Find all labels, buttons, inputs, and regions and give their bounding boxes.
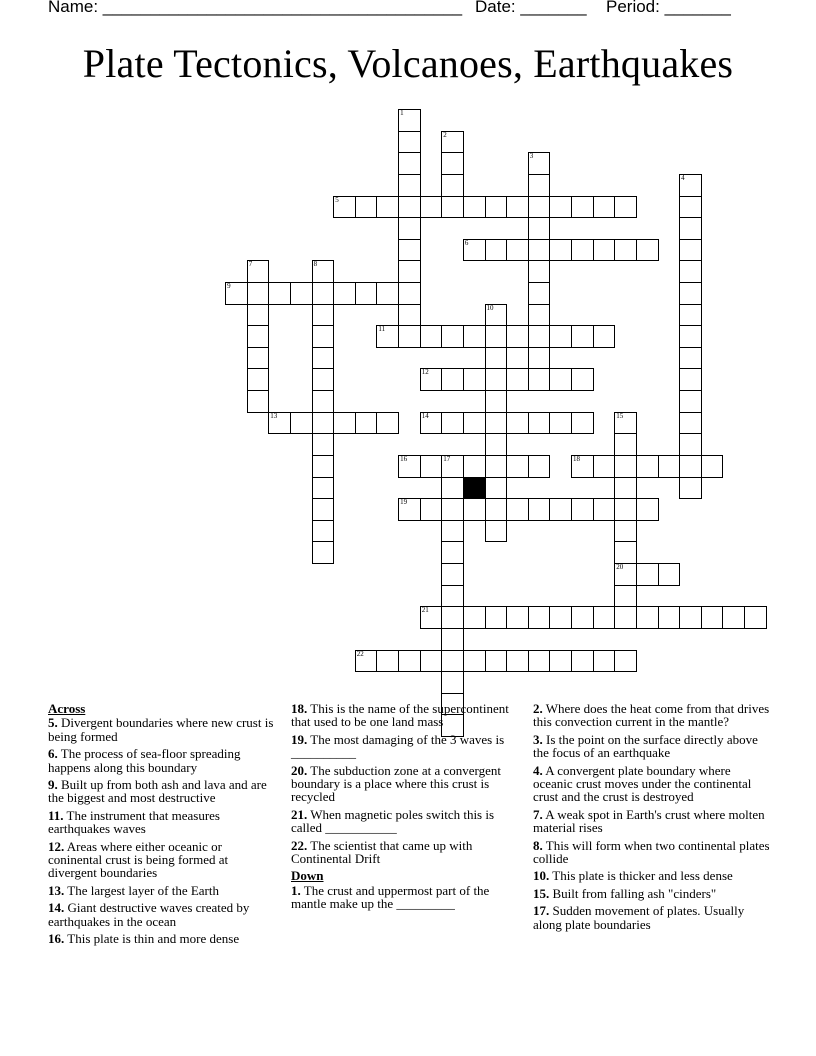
- grid-cell[interactable]: [528, 152, 551, 175]
- grid-cell[interactable]: [463, 498, 486, 521]
- period-field[interactable]: Period: _______: [606, 0, 731, 16]
- grid-cell[interactable]: [679, 390, 702, 413]
- grid-cell[interactable]: [614, 520, 637, 543]
- grid-cell[interactable]: [312, 477, 335, 500]
- grid-cell[interactable]: [398, 109, 421, 132]
- grid-cell[interactable]: [679, 606, 702, 629]
- grid-cell[interactable]: [290, 282, 313, 305]
- across-clue: [48, 747, 276, 774]
- grid-cell[interactable]: [571, 455, 594, 478]
- grid-cell[interactable]: [485, 433, 508, 456]
- grid-cell[interactable]: [593, 239, 616, 262]
- grid-cell[interactable]: [441, 606, 464, 629]
- clue-number-label: 7.: [533, 806, 543, 822]
- clue-number: 10: [486, 303, 494, 312]
- clue-number: 2: [443, 130, 447, 139]
- grid-cell[interactable]: [398, 325, 421, 348]
- clue-number-label: 2.: [533, 701, 543, 716]
- across-clue: [48, 809, 276, 836]
- grid-cell[interactable]: [398, 217, 421, 240]
- grid-cell[interactable]: [614, 455, 637, 478]
- grid-cell[interactable]: [398, 498, 421, 521]
- down-clue-list-continued: [533, 702, 773, 931]
- clue-number: 6: [464, 238, 469, 247]
- grid-cell[interactable]: [614, 477, 637, 500]
- clue-text: Giant destructive waves created by earthquakes in the ocean: [48, 900, 250, 929]
- grid-cell[interactable]: [636, 498, 659, 521]
- grid-cell[interactable]: [506, 650, 529, 673]
- grid-cell[interactable]: [312, 412, 335, 435]
- grid-cell[interactable]: [312, 498, 335, 521]
- clue-number-label: 22.: [291, 837, 308, 853]
- across-clue-list-continued: [291, 702, 525, 865]
- clue-text: A weak spot in Earth's crust where molten material rises: [533, 806, 765, 836]
- clue-number: 5: [335, 195, 339, 204]
- grid-cell[interactable]: [376, 282, 399, 305]
- down-clue: [291, 884, 525, 911]
- across-clue: [291, 733, 525, 760]
- grid-cell[interactable]: [463, 239, 486, 262]
- down-clue: [533, 764, 773, 804]
- grid-cell[interactable]: [614, 585, 637, 608]
- grid-cell[interactable]: [485, 606, 508, 629]
- clue-number: 4: [681, 173, 685, 182]
- grid-cell[interactable]: [441, 368, 464, 391]
- grid-cell[interactable]: [614, 196, 637, 219]
- grid-cell[interactable]: [528, 606, 551, 629]
- grid-cell[interactable]: [485, 520, 508, 543]
- grid-cell[interactable]: [441, 628, 464, 651]
- clue-number-label: 3.: [533, 731, 543, 747]
- grid-cell[interactable]: [398, 455, 421, 478]
- grid-cell[interactable]: [528, 347, 551, 370]
- grid-cell[interactable]: [398, 304, 421, 327]
- grid-cell[interactable]: [312, 520, 335, 543]
- grid-cell[interactable]: [441, 650, 464, 673]
- grid-cell[interactable]: [485, 498, 508, 521]
- grid-cell[interactable]: [441, 563, 464, 586]
- clue-number: 15: [616, 411, 624, 420]
- grid-cell[interactable]: [614, 433, 637, 456]
- grid-cell[interactable]: [225, 282, 248, 305]
- clue-number-label: 13.: [48, 882, 65, 898]
- clue-number: 20: [616, 563, 624, 571]
- grid-cell[interactable]: [376, 650, 399, 673]
- grid-cell[interactable]: [636, 239, 659, 262]
- grid-cell[interactable]: [355, 282, 378, 305]
- grid-cell[interactable]: [593, 455, 616, 478]
- grid-cell[interactable]: [528, 304, 551, 327]
- down-clue-list: [291, 884, 525, 911]
- grid-cell[interactable]: [485, 196, 508, 219]
- grid-cell[interactable]: [312, 304, 335, 327]
- across-clue: [48, 716, 276, 743]
- grid-cell[interactable]: [398, 239, 421, 262]
- down-heading: Down: [291, 868, 324, 884]
- grid-cell[interactable]: [593, 650, 616, 673]
- grid-cell[interactable]: [247, 325, 270, 348]
- grid-cell[interactable]: [312, 455, 335, 478]
- clue-text: Areas where either oceanic or coninental crust is being formed at divergent boundaries: [48, 838, 229, 881]
- grid-cell[interactable]: [679, 196, 702, 219]
- clue-number-label: 19.: [291, 731, 308, 747]
- grid-cell[interactable]: [268, 282, 291, 305]
- down-clue: [533, 904, 773, 931]
- grid-cell[interactable]: [420, 325, 443, 348]
- grid-cell[interactable]: [441, 477, 464, 500]
- grid-cell[interactable]: [614, 650, 637, 673]
- grid-cell[interactable]: [441, 498, 464, 521]
- grid-cell[interactable]: [528, 498, 551, 521]
- down-clue: [533, 887, 773, 900]
- grid-cell[interactable]: [355, 412, 378, 435]
- grid-cell[interactable]: [247, 390, 270, 413]
- clue-text: This will form when two continental plates collide: [533, 837, 770, 867]
- grid-cell[interactable]: [485, 650, 508, 673]
- grid-cell[interactable]: [312, 325, 335, 348]
- grid-cell[interactable]: [701, 606, 724, 629]
- grid-cell[interactable]: [571, 368, 594, 391]
- grid-cell[interactable]: [247, 304, 270, 327]
- down-clue: [533, 869, 773, 882]
- across-clue: [48, 778, 276, 805]
- clue-number-label: 1.: [291, 882, 301, 898]
- down-clue: [533, 839, 773, 866]
- grid-cell[interactable]: [463, 455, 486, 478]
- clue-number: 1: [400, 109, 404, 117]
- clue-text: The most damaging of the 3 waves is __________: [291, 731, 505, 761]
- grid-cell[interactable]: [614, 541, 637, 564]
- grid-cell[interactable]: [679, 282, 702, 305]
- clue-number-label: 21.: [291, 806, 308, 822]
- grid-cell[interactable]: [398, 131, 421, 154]
- grid-cell[interactable]: [571, 606, 594, 629]
- grid-cell[interactable]: [312, 347, 335, 370]
- grid-cell[interactable]: [679, 239, 702, 262]
- clue-text: The scientist that came up with Continental Drift: [291, 837, 473, 867]
- grid-cell[interactable]: [485, 304, 508, 327]
- grid-cell[interactable]: [528, 455, 551, 478]
- grid-cell[interactable]: [268, 412, 291, 435]
- grid-cell[interactable]: [441, 196, 464, 219]
- clue-number: 9: [227, 282, 231, 290]
- clue-number-label: 16.: [48, 931, 65, 947]
- grid-cell[interactable]: [679, 412, 702, 435]
- down-clue: [533, 733, 773, 760]
- across-clue: [48, 901, 276, 928]
- clues-column-3: [533, 702, 773, 935]
- grid-cell[interactable]: [701, 455, 724, 478]
- grid-cell[interactable]: [312, 541, 335, 564]
- grid-cell[interactable]: [485, 325, 508, 348]
- grid-cell[interactable]: [679, 260, 702, 283]
- grid-cell[interactable]: [506, 498, 529, 521]
- grid-cell[interactable]: [614, 239, 637, 262]
- grid-cell[interactable]: [549, 606, 572, 629]
- grid-cell[interactable]: [528, 196, 551, 219]
- grid-cell[interactable]: [247, 368, 270, 391]
- grid-cell[interactable]: [333, 412, 356, 435]
- clue-number: 7: [248, 260, 253, 269]
- clue-number-label: 9.: [48, 777, 58, 793]
- grid-cell[interactable]: [398, 174, 421, 197]
- grid-cell[interactable]: [679, 304, 702, 327]
- clue-number: 11: [378, 325, 386, 334]
- grid-cell[interactable]: [290, 412, 313, 435]
- grid-cell[interactable]: [376, 412, 399, 435]
- across-heading: Across: [48, 701, 86, 716]
- grid-cell[interactable]: [571, 412, 594, 435]
- clue-text: The subduction zone at a convergent boundary is a place where this crust is recycled: [291, 762, 501, 805]
- grid-cell[interactable]: [247, 260, 270, 283]
- grid-cell[interactable]: [528, 217, 551, 240]
- clue-number-label: 18.: [291, 701, 308, 716]
- grid-cell[interactable]: [571, 325, 594, 348]
- grid-cell[interactable]: [485, 368, 508, 391]
- clue-number-label: 15.: [533, 885, 550, 901]
- grid-cell[interactable]: [420, 650, 443, 673]
- grid-cell[interactable]: [593, 606, 616, 629]
- grid-cell[interactable]: [528, 368, 551, 391]
- grid-cell[interactable]: [376, 196, 399, 219]
- clue-text: The largest layer of the Earth: [64, 882, 219, 898]
- grid-cell[interactable]: [441, 455, 464, 478]
- clues-column-2: [291, 702, 525, 915]
- grid-cell[interactable]: [441, 671, 464, 694]
- grid-cell[interactable]: [398, 260, 421, 283]
- clues-column-1: [48, 702, 276, 950]
- clue-number: 18: [573, 454, 580, 463]
- grid-cell[interactable]: [463, 650, 486, 673]
- grid-cell[interactable]: [744, 606, 767, 629]
- grid-cell[interactable]: [398, 152, 421, 175]
- clue-number: 16: [400, 454, 408, 463]
- grid-cell[interactable]: [463, 368, 486, 391]
- clue-text: Built from falling ash "cinders": [549, 885, 717, 901]
- grid-cell[interactable]: [420, 196, 443, 219]
- grid-cell[interactable]: [549, 650, 572, 673]
- date-field[interactable]: Date: _______: [475, 0, 587, 16]
- clue-text: This plate is thin and more dense: [64, 931, 240, 947]
- clue-number: 3: [529, 152, 534, 161]
- grid-cell[interactable]: [506, 325, 529, 348]
- grid-cell[interactable]: [485, 412, 508, 435]
- grid-cell[interactable]: [528, 260, 551, 283]
- grid-cell[interactable]: [549, 412, 572, 435]
- grid-cell[interactable]: [528, 174, 551, 197]
- clue-number: 17: [443, 454, 451, 463]
- grid-cell[interactable]: [679, 174, 702, 197]
- grid-cell[interactable]: [312, 433, 335, 456]
- grid-cell[interactable]: [614, 498, 637, 521]
- grid-cell[interactable]: [485, 239, 508, 262]
- grid-cell[interactable]: [614, 412, 637, 435]
- clue-text: The crust and uppermost part of the mantle make up the _________: [291, 882, 490, 912]
- clue-number-label: 11.: [48, 807, 64, 823]
- grid-cell[interactable]: [549, 196, 572, 219]
- grid-cell[interactable]: [312, 282, 335, 305]
- grid-cell[interactable]: [441, 325, 464, 348]
- down-clue: [533, 702, 773, 729]
- across-clue: [48, 884, 276, 897]
- clue-text: Built up from both ash and lava and are the biggest and most destructive: [48, 777, 267, 806]
- grid-cell[interactable]: [679, 477, 702, 500]
- grid-cell[interactable]: [679, 433, 702, 456]
- grid-cell[interactable]: [614, 563, 637, 586]
- grid-cell[interactable]: [528, 239, 551, 262]
- grid-cell[interactable]: [593, 196, 616, 219]
- grid-cell[interactable]: [528, 650, 551, 673]
- across-clue: [291, 839, 525, 866]
- grid-cell[interactable]: [679, 347, 702, 370]
- grid-cell[interactable]: [312, 368, 335, 391]
- grid-cell[interactable]: [441, 520, 464, 543]
- across-clue: [291, 808, 525, 835]
- grid-cell[interactable]: [441, 131, 464, 154]
- grid-cell[interactable]: [420, 498, 443, 521]
- grid-cell[interactable]: [679, 368, 702, 391]
- clue-number: 22: [356, 649, 364, 658]
- name-field[interactable]: Name: ______________________________________: [48, 0, 463, 16]
- grid-cell[interactable]: [312, 260, 335, 283]
- clue-text: The process of sea-floor spreading happens along this boundary: [48, 746, 241, 775]
- grid-cell[interactable]: [614, 606, 637, 629]
- clue-number-label: 12.: [48, 838, 65, 854]
- clue-number: 14: [421, 411, 429, 420]
- grid-cell[interactable]: [376, 325, 399, 348]
- grid-cell[interactable]: [571, 498, 594, 521]
- grid-cell[interactable]: [506, 455, 529, 478]
- grid-cell[interactable]: [506, 412, 529, 435]
- grid-cell[interactable]: [312, 390, 335, 413]
- grid-cell[interactable]: [420, 606, 443, 629]
- grid-cell[interactable]: [247, 347, 270, 370]
- grid-cell[interactable]: [506, 606, 529, 629]
- grid-cell[interactable]: [398, 196, 421, 219]
- clue-number: 21: [421, 606, 429, 615]
- across-clue: [48, 840, 276, 880]
- grid-cell[interactable]: [441, 541, 464, 564]
- clue-number-label: 5.: [48, 715, 58, 731]
- clue-text: A convergent plate boundary where oceanic crust moves under the continental crust and the crust is destroyed: [533, 762, 752, 805]
- grid-cell[interactable]: [528, 325, 551, 348]
- grid-cell[interactable]: [506, 239, 529, 262]
- across-clue-list: [48, 716, 276, 945]
- grid-cell[interactable]: [441, 585, 464, 608]
- grid-cell[interactable]: [636, 606, 659, 629]
- grid-cell[interactable]: [463, 606, 486, 629]
- clue-number-label: 20.: [291, 762, 308, 778]
- grid-cell[interactable]: [528, 282, 551, 305]
- grid-cell[interactable]: [658, 563, 681, 586]
- grid-cell[interactable]: [441, 174, 464, 197]
- grid-cell[interactable]: [463, 412, 486, 435]
- grid-cell[interactable]: [333, 196, 356, 219]
- clue-number-label: 10.: [533, 868, 550, 884]
- grid-cell[interactable]: [355, 196, 378, 219]
- grid-cell[interactable]: [463, 325, 486, 348]
- grid-cell[interactable]: [247, 282, 270, 305]
- grid-cell[interactable]: [549, 368, 572, 391]
- clue-text: Where does the heat come from that drives this convection current in the mantle?: [533, 701, 770, 730]
- grid-cell[interactable]: [593, 325, 616, 348]
- grid-cell[interactable]: [658, 455, 681, 478]
- grid-cell[interactable]: [485, 347, 508, 370]
- grid-cell[interactable]: [485, 477, 508, 500]
- grid-cell[interactable]: [398, 282, 421, 305]
- grid-cell[interactable]: [355, 650, 378, 673]
- blocked-cell: [463, 477, 486, 500]
- grid-cell[interactable]: [441, 412, 464, 435]
- clue-text: This plate is thicker and less dense: [549, 868, 733, 884]
- grid-cell[interactable]: [571, 650, 594, 673]
- across-clue: [48, 932, 276, 945]
- grid-cell[interactable]: [441, 152, 464, 175]
- grid-cell[interactable]: [420, 455, 443, 478]
- clue-text: This is the name of the supercontinent that used to be one land mass: [291, 701, 509, 730]
- clue-number: 13: [270, 411, 278, 420]
- grid-cell[interactable]: [679, 217, 702, 240]
- grid-cell[interactable]: [463, 196, 486, 219]
- clue-number: 19: [400, 498, 408, 507]
- grid-cell[interactable]: [571, 196, 594, 219]
- clue-text: Sudden movement of plates. Usually along plate boundaries: [533, 903, 745, 932]
- grid-cell[interactable]: [593, 498, 616, 521]
- clue-number: 12: [421, 368, 429, 377]
- down-clue: [533, 808, 773, 835]
- grid-cell[interactable]: [679, 325, 702, 348]
- clue-text: Is the point on the surface directly above the focus of an earthquake: [533, 731, 758, 761]
- grid-cell[interactable]: [571, 239, 594, 262]
- clue-number-label: 17.: [533, 903, 550, 919]
- grid-cell[interactable]: [528, 412, 551, 435]
- clue-text: When magnetic poles switch this is called ___________: [291, 806, 495, 836]
- clue-text: Divergent boundaries where new crust is being formed: [48, 715, 274, 744]
- clue-number-label: 6.: [48, 746, 58, 762]
- across-clue: [291, 702, 525, 729]
- across-clue: [291, 764, 525, 804]
- clue-number-label: 4.: [533, 762, 543, 778]
- page-title: Plate Tectonics, Volcanoes, Earthquakes: [82, 41, 734, 86]
- clue-number-label: 8.: [533, 837, 543, 853]
- grid-cell[interactable]: [636, 455, 659, 478]
- clue-number: 8: [313, 260, 318, 269]
- grid-cell[interactable]: [485, 390, 508, 413]
- grid-cell[interactable]: [549, 325, 572, 348]
- grid-cell[interactable]: [485, 455, 508, 478]
- grid-cell[interactable]: [420, 368, 443, 391]
- clue-text: The instrument that measures earthquakes waves: [48, 807, 220, 837]
- grid-cell[interactable]: [679, 455, 702, 478]
- grid-cell[interactable]: [420, 412, 443, 435]
- grid-cell[interactable]: [333, 282, 356, 305]
- clue-number-label: 14.: [48, 900, 65, 916]
- grid-cell[interactable]: [506, 368, 529, 391]
- grid-cell[interactable]: [549, 239, 572, 262]
- grid-cell[interactable]: [658, 606, 681, 629]
- grid-cell[interactable]: [398, 650, 421, 673]
- grid-cell[interactable]: [549, 498, 572, 521]
- grid-cell[interactable]: [506, 196, 529, 219]
- grid-cell[interactable]: [722, 606, 745, 629]
- grid-cell[interactable]: [636, 563, 659, 586]
